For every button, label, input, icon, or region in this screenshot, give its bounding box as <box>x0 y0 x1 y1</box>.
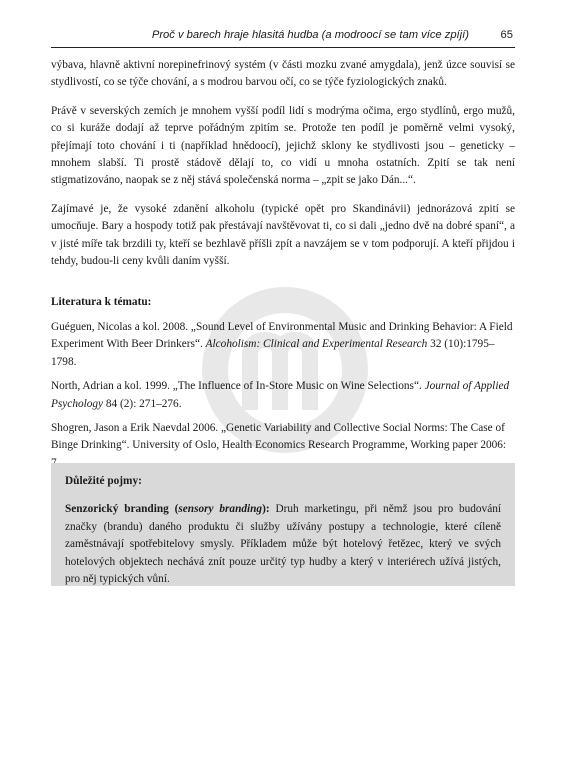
term-close: ): <box>262 503 270 516</box>
reference-journal: Journal of Applied Psychology <box>51 380 510 410</box>
reference-text: North, Adrian a kol. 1999. „The Influence of In-Store Music on Wine Selections“. <box>51 380 425 393</box>
reference-tail: 32 (10):1795–1798. <box>51 338 495 368</box>
literature-heading: Literatura k tématu: <box>51 296 152 309</box>
paragraph: Právě v severských zemích je mnohem vyšší podíl lidí s modrýma očima, ergo stydlínů, ergo mužů, co si kuráže dodají až teprve pořádným zpitím se. Protože ten podíl je poměrně velmi vysoký, přejímají toto chování i ti (například hnědoocí), jejichž sklony ke stydlivosti jsou – geneticky – mnohem slabší. Ti prostě stádově dělají to, co vidí u mnoha ostatních. Zpití se tak není stigmatizováno, naopak se z něj stává společenská norma – „zpit se jako Dán...“. <box>51 104 515 187</box>
main-text <box>51 57 515 472</box>
term-english: sensory branding <box>178 503 263 516</box>
key-term-definition <box>65 501 501 588</box>
term-name: Senzorický branding ( <box>65 503 179 516</box>
reference-tail: 84 (2): 271–276. <box>103 397 182 410</box>
page-number: 65 <box>500 29 513 41</box>
reference-item <box>51 319 515 371</box>
key-terms-heading: Důležité pojmy: <box>65 475 142 487</box>
reference-text: Shogren, Jason a Erik Naevdal 2006. „Genetic Variability and Collective Social Norms: The Case of Binge Drinking“. University of Oslo, Health Economics Research Programme, Working paper 2006: <box>51 421 507 452</box>
running-header <box>51 27 515 48</box>
paragraph: Zajímavé je, že vysoké zdanění alkoholu (typické opět pro Skandinávii) jednorázová zpití se umocňuje. Bary a hospody totiž pak přestávají navštěvovat ti, co si dali „jedno dvě na dobré spaní“, a v jisté míře tak brzdili ty, kteří se bezhlavě příšli zpít a navzájem se v tom podporují. A kteří přijdou i tehdy, budou-li ceny kvůli daním vyšší. <box>51 202 515 268</box>
reference-journal: Alcoholism: Clinical and Experimental Research <box>205 338 428 351</box>
key-terms-box <box>51 463 515 586</box>
reference-text: Guéguen, Nicolas a kol. 2008. „Sound Level of Environmental Music and Drinking Behavior: A Field Experiment With Beer Drinkers“. <box>51 320 513 351</box>
reference-item <box>51 378 515 413</box>
paragraph: výbava, hlavně aktivní norepinefrinový systém (v části mozku zvané amygdala), jenž úzce souvisí se stydlivostí, co se týče chování, a s modrou barvou očí, co se týče fyziologických znaků. <box>51 59 515 89</box>
term-definition-text: Druh marketingu, při němž jsou pro budování značky (brandu) daného produktu či služby užívány postupy a technologie, které cíleně zaměstnávají spotřebitelovy smysly. Příkladem může být hotelový řetězec, který ve svých hotelových objektech nechává znít pouze určitý typ hudby a který v interiérech užívá jistých, pro něj typických vůní. <box>65 503 501 586</box>
running-title: Proč v barech hraje hlasitá hudba (a modroocí se tam více zpíjí) <box>151 29 469 41</box>
